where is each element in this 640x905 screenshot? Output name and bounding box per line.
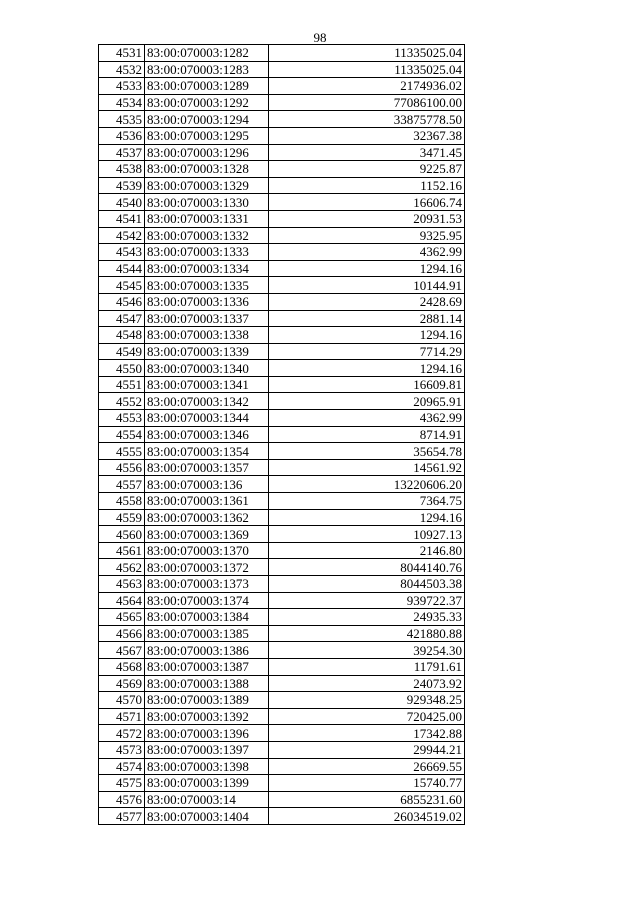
value-cell: 29944.21 bbox=[269, 741, 465, 758]
value-cell: 4362.99 bbox=[269, 244, 465, 261]
cadastral-number-cell: 83:00:070003:1339 bbox=[145, 343, 269, 360]
table-row bbox=[99, 227, 465, 244]
value-cell: 20931.53 bbox=[269, 210, 465, 227]
row-number-cell: 4541 bbox=[99, 210, 145, 227]
table-row bbox=[99, 277, 465, 294]
value-cell: 1294.16 bbox=[269, 360, 465, 377]
value-cell: 16609.81 bbox=[269, 376, 465, 393]
table-row bbox=[99, 210, 465, 227]
cadastral-number-cell: 83:00:070003:1373 bbox=[145, 576, 269, 593]
row-number-cell: 4573 bbox=[99, 741, 145, 758]
table-row bbox=[99, 343, 465, 360]
row-number-cell: 4545 bbox=[99, 277, 145, 294]
row-number-cell: 4558 bbox=[99, 493, 145, 510]
table-row bbox=[99, 410, 465, 427]
value-cell: 26034519.02 bbox=[269, 808, 465, 825]
row-number-cell: 4531 bbox=[99, 45, 145, 62]
value-cell: 16606.74 bbox=[269, 194, 465, 211]
value-cell: 1294.16 bbox=[269, 327, 465, 344]
row-number-cell: 4551 bbox=[99, 376, 145, 393]
cadastral-number-cell: 83:00:070003:1333 bbox=[145, 244, 269, 261]
value-cell: 24935.33 bbox=[269, 609, 465, 626]
value-cell: 39254.30 bbox=[269, 642, 465, 659]
value-cell: 4362.99 bbox=[269, 410, 465, 427]
row-number-cell: 4535 bbox=[99, 111, 145, 128]
cadastral-number-cell: 83:00:070003:1338 bbox=[145, 327, 269, 344]
value-cell: 14561.92 bbox=[269, 459, 465, 476]
cadastral-number-cell: 83:00:070003:1289 bbox=[145, 78, 269, 95]
value-cell: 8044140.76 bbox=[269, 559, 465, 576]
cadastral-number-cell: 83:00:070003:1396 bbox=[145, 725, 269, 742]
value-cell: 9225.87 bbox=[269, 161, 465, 178]
table-row bbox=[99, 161, 465, 178]
table-row bbox=[99, 94, 465, 111]
row-number-cell: 4563 bbox=[99, 576, 145, 593]
value-cell: 9325.95 bbox=[269, 227, 465, 244]
value-cell: 11335025.04 bbox=[269, 45, 465, 62]
table-row bbox=[99, 675, 465, 692]
table-row bbox=[99, 642, 465, 659]
table-row bbox=[99, 791, 465, 808]
value-cell: 2881.14 bbox=[269, 310, 465, 327]
cadastral-number-cell: 83:00:070003:1341 bbox=[145, 376, 269, 393]
row-number-cell: 4538 bbox=[99, 161, 145, 178]
value-cell: 421880.88 bbox=[269, 625, 465, 642]
cadastral-number-cell: 83:00:070003:1386 bbox=[145, 642, 269, 659]
value-cell: 77086100.00 bbox=[269, 94, 465, 111]
value-cell: 3471.45 bbox=[269, 144, 465, 161]
row-number-cell: 4560 bbox=[99, 526, 145, 543]
cadastral-number-cell: 83:00:070003:1334 bbox=[145, 260, 269, 277]
cadastral-number-cell: 83:00:070003:1340 bbox=[145, 360, 269, 377]
table-row bbox=[99, 111, 465, 128]
cadastral-number-cell: 83:00:070003:1283 bbox=[145, 61, 269, 78]
cadastral-number-cell: 83:00:070003:1335 bbox=[145, 277, 269, 294]
table-row bbox=[99, 509, 465, 526]
value-cell: 35654.78 bbox=[269, 443, 465, 460]
table-row bbox=[99, 177, 465, 194]
row-number-cell: 4555 bbox=[99, 443, 145, 460]
value-cell: 33875778.50 bbox=[269, 111, 465, 128]
row-number-cell: 4564 bbox=[99, 592, 145, 609]
cadastral-number-cell: 83:00:070003:1389 bbox=[145, 692, 269, 709]
row-number-cell: 4534 bbox=[99, 94, 145, 111]
table-row bbox=[99, 625, 465, 642]
value-cell: 2174936.02 bbox=[269, 78, 465, 95]
row-number-cell: 4575 bbox=[99, 775, 145, 792]
value-cell: 1294.16 bbox=[269, 260, 465, 277]
cadastral-number-cell: 83:00:070003:1369 bbox=[145, 526, 269, 543]
row-number-cell: 4567 bbox=[99, 642, 145, 659]
value-cell: 15740.77 bbox=[269, 775, 465, 792]
cadastral-number-cell: 83:00:070003:1374 bbox=[145, 592, 269, 609]
cadastral-number-cell: 83:00:070003:1329 bbox=[145, 177, 269, 194]
cadastral-number-cell: 83:00:070003:136 bbox=[145, 476, 269, 493]
cadastral-number-cell: 83:00:070003:1337 bbox=[145, 310, 269, 327]
row-number-cell: 4571 bbox=[99, 708, 145, 725]
cadastral-number-cell: 83:00:070003:1282 bbox=[145, 45, 269, 62]
row-number-cell: 4546 bbox=[99, 293, 145, 310]
cadastral-number-cell: 83:00:070003:14 bbox=[145, 791, 269, 808]
cadastral-number-cell: 83:00:070003:1295 bbox=[145, 127, 269, 144]
cadastral-number-cell: 83:00:070003:1296 bbox=[145, 144, 269, 161]
value-cell: 20965.91 bbox=[269, 393, 465, 410]
table-row bbox=[99, 293, 465, 310]
table-row bbox=[99, 493, 465, 510]
value-cell: 7714.29 bbox=[269, 343, 465, 360]
cadastral-number-cell: 83:00:070003:1342 bbox=[145, 393, 269, 410]
row-number-cell: 4556 bbox=[99, 459, 145, 476]
row-number-cell: 4553 bbox=[99, 410, 145, 427]
table-row bbox=[99, 542, 465, 559]
table-row bbox=[99, 609, 465, 626]
cadastral-number-cell: 83:00:070003:1404 bbox=[145, 808, 269, 825]
value-cell: 8714.91 bbox=[269, 426, 465, 443]
value-cell: 2428.69 bbox=[269, 293, 465, 310]
cadastral-number-cell: 83:00:070003:1399 bbox=[145, 775, 269, 792]
table-row bbox=[99, 592, 465, 609]
value-cell: 939722.37 bbox=[269, 592, 465, 609]
row-number-cell: 4574 bbox=[99, 758, 145, 775]
value-cell: 7364.75 bbox=[269, 493, 465, 510]
table-row bbox=[99, 443, 465, 460]
value-cell: 10927.13 bbox=[269, 526, 465, 543]
page-number: 98 bbox=[313, 30, 327, 45]
row-number-cell: 4540 bbox=[99, 194, 145, 211]
row-number-cell: 4536 bbox=[99, 127, 145, 144]
value-cell: 929348.25 bbox=[269, 692, 465, 709]
table-row bbox=[99, 376, 465, 393]
table-row bbox=[99, 692, 465, 709]
row-number-cell: 4554 bbox=[99, 426, 145, 443]
value-cell: 1294.16 bbox=[269, 509, 465, 526]
row-number-cell: 4549 bbox=[99, 343, 145, 360]
table-row bbox=[99, 327, 465, 344]
table-row bbox=[99, 426, 465, 443]
value-cell: 8044503.38 bbox=[269, 576, 465, 593]
cadastral-number-cell: 83:00:070003:1370 bbox=[145, 542, 269, 559]
cadastral-number-cell: 83:00:070003:1398 bbox=[145, 758, 269, 775]
row-number-cell: 4562 bbox=[99, 559, 145, 576]
row-number-cell: 4568 bbox=[99, 658, 145, 675]
table-row bbox=[99, 725, 465, 742]
cadastral-number-cell: 83:00:070003:1387 bbox=[145, 658, 269, 675]
table-row bbox=[99, 775, 465, 792]
row-number-cell: 4543 bbox=[99, 244, 145, 261]
table-row bbox=[99, 61, 465, 78]
cadastral-number-cell: 83:00:070003:1330 bbox=[145, 194, 269, 211]
cadastral-number-cell: 83:00:070003:1388 bbox=[145, 675, 269, 692]
cadastral-number-cell: 83:00:070003:1357 bbox=[145, 459, 269, 476]
cadastral-number-cell: 83:00:070003:1292 bbox=[145, 94, 269, 111]
table-row bbox=[99, 194, 465, 211]
cadastral-number-cell: 83:00:070003:1336 bbox=[145, 293, 269, 310]
value-cell: 17342.88 bbox=[269, 725, 465, 742]
row-number-cell: 4544 bbox=[99, 260, 145, 277]
table-row bbox=[99, 360, 465, 377]
value-cell: 13220606.20 bbox=[269, 476, 465, 493]
row-number-cell: 4547 bbox=[99, 310, 145, 327]
row-number-cell: 4557 bbox=[99, 476, 145, 493]
cadastral-number-cell: 83:00:070003:1332 bbox=[145, 227, 269, 244]
row-number-cell: 4533 bbox=[99, 78, 145, 95]
table-row bbox=[99, 393, 465, 410]
cadastral-number-cell: 83:00:070003:1372 bbox=[145, 559, 269, 576]
table-row bbox=[99, 476, 465, 493]
row-number-cell: 4539 bbox=[99, 177, 145, 194]
table-row bbox=[99, 658, 465, 675]
row-number-cell: 4542 bbox=[99, 227, 145, 244]
value-cell: 2146.80 bbox=[269, 542, 465, 559]
row-number-cell: 4565 bbox=[99, 609, 145, 626]
row-number-cell: 4559 bbox=[99, 509, 145, 526]
row-number-cell: 4532 bbox=[99, 61, 145, 78]
value-cell: 11791.61 bbox=[269, 658, 465, 675]
value-cell: 26669.55 bbox=[269, 758, 465, 775]
row-number-cell: 4561 bbox=[99, 542, 145, 559]
table-row bbox=[99, 808, 465, 825]
cadastral-number-cell: 83:00:070003:1344 bbox=[145, 410, 269, 427]
table-row bbox=[99, 741, 465, 758]
cadastral-number-cell: 83:00:070003:1346 bbox=[145, 426, 269, 443]
value-cell: 720425.00 bbox=[269, 708, 465, 725]
cadastral-number-cell: 83:00:070003:1392 bbox=[145, 708, 269, 725]
table-row bbox=[99, 78, 465, 95]
table-row bbox=[99, 758, 465, 775]
row-number-cell: 4569 bbox=[99, 675, 145, 692]
value-cell: 10144.91 bbox=[269, 277, 465, 294]
value-cell: 6855231.60 bbox=[269, 791, 465, 808]
table-row bbox=[99, 127, 465, 144]
cadastral-number-cell: 83:00:070003:1385 bbox=[145, 625, 269, 642]
row-number-cell: 4572 bbox=[99, 725, 145, 742]
table-row bbox=[99, 244, 465, 261]
cadastral-number-cell: 83:00:070003:1354 bbox=[145, 443, 269, 460]
table-row bbox=[99, 708, 465, 725]
row-number-cell: 4537 bbox=[99, 144, 145, 161]
table-row bbox=[99, 459, 465, 476]
row-number-cell: 4570 bbox=[99, 692, 145, 709]
cadastral-number-cell: 83:00:070003:1384 bbox=[145, 609, 269, 626]
table-row bbox=[99, 310, 465, 327]
value-cell: 32367.38 bbox=[269, 127, 465, 144]
row-number-cell: 4577 bbox=[99, 808, 145, 825]
table-body bbox=[99, 45, 465, 825]
cadastral-number-cell: 83:00:070003:1331 bbox=[145, 210, 269, 227]
table-row bbox=[99, 144, 465, 161]
table-row bbox=[99, 576, 465, 593]
row-number-cell: 4566 bbox=[99, 625, 145, 642]
table-row bbox=[99, 45, 465, 62]
row-number-cell: 4576 bbox=[99, 791, 145, 808]
table-row bbox=[99, 559, 465, 576]
value-cell: 24073.92 bbox=[269, 675, 465, 692]
cadastral-number-cell: 83:00:070003:1397 bbox=[145, 741, 269, 758]
cadastral-number-cell: 83:00:070003:1362 bbox=[145, 509, 269, 526]
cadastral-number-cell: 83:00:070003:1361 bbox=[145, 493, 269, 510]
row-number-cell: 4550 bbox=[99, 360, 145, 377]
cadastre-table bbox=[98, 44, 465, 825]
row-number-cell: 4548 bbox=[99, 327, 145, 344]
row-number-cell: 4552 bbox=[99, 393, 145, 410]
table-row bbox=[99, 260, 465, 277]
table-row bbox=[99, 526, 465, 543]
value-cell: 1152.16 bbox=[269, 177, 465, 194]
cadastral-number-cell: 83:00:070003:1294 bbox=[145, 111, 269, 128]
value-cell: 11335025.04 bbox=[269, 61, 465, 78]
cadastral-number-cell: 83:00:070003:1328 bbox=[145, 161, 269, 178]
